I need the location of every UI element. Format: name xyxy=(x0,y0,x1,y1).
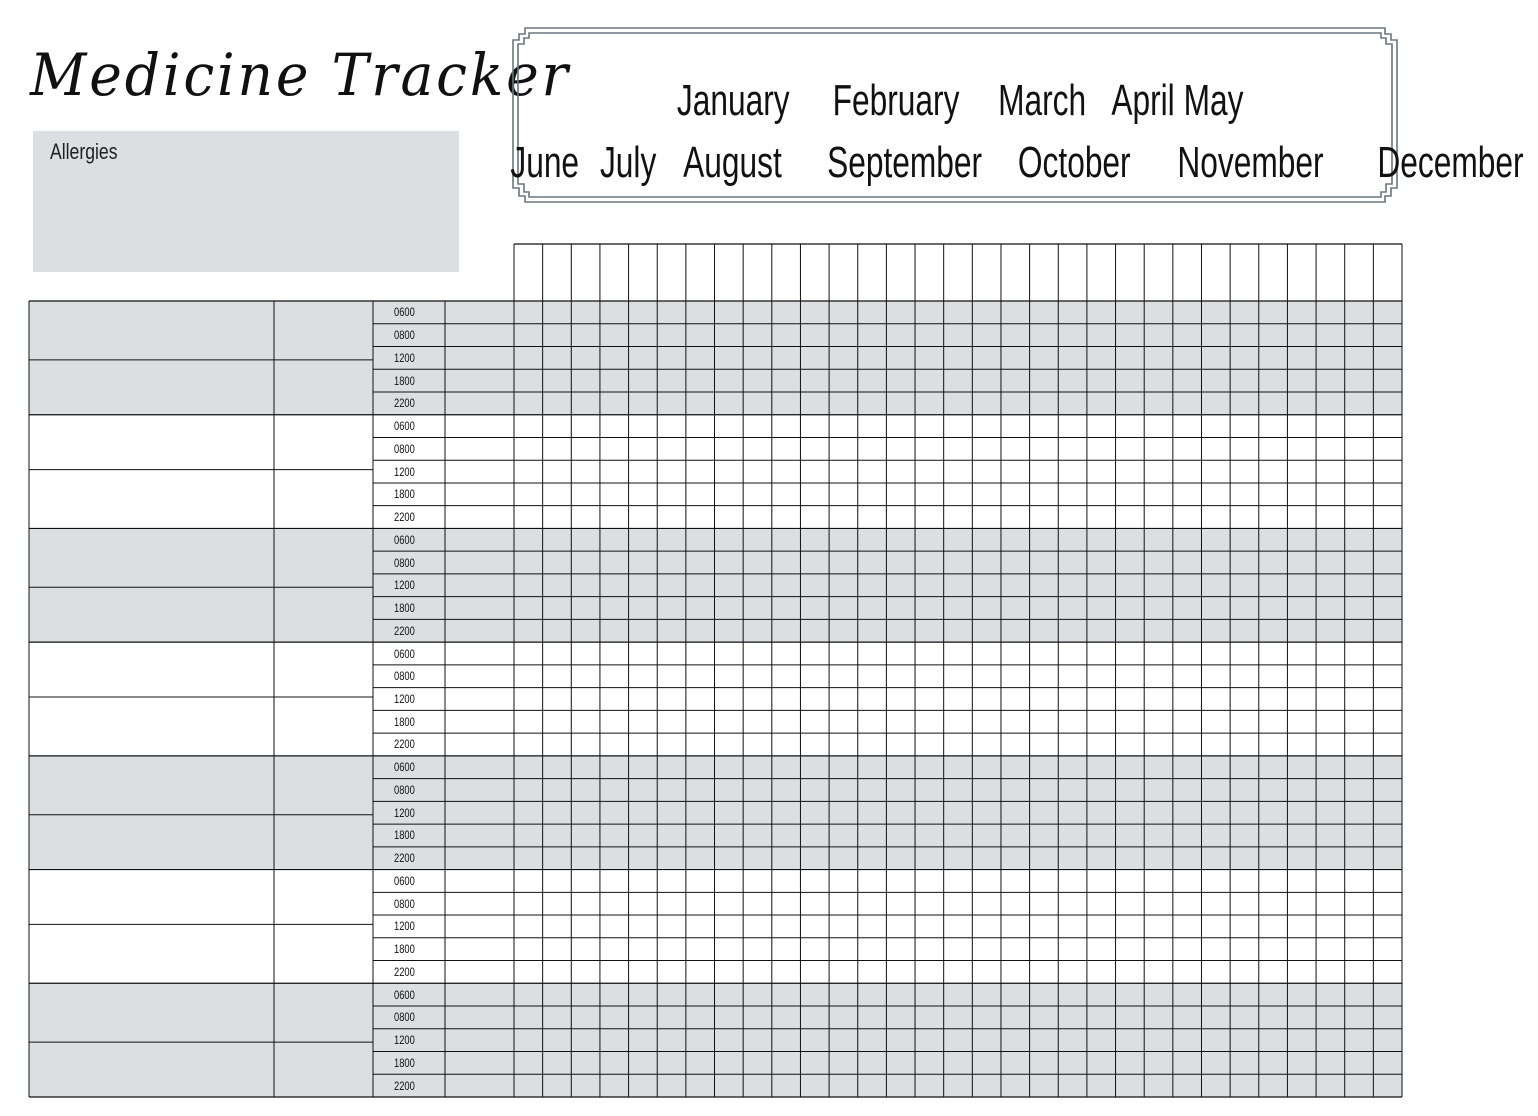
time-slot-label: 2200 xyxy=(394,1078,415,1093)
time-slot-label: 1200 xyxy=(394,578,415,593)
time-slot-label: 2200 xyxy=(394,396,415,411)
allergies-label: Allergies xyxy=(50,139,118,164)
time-slot-label: 1800 xyxy=(394,601,415,616)
time-slot-label: 1800 xyxy=(394,942,415,957)
month-may[interactable]: May xyxy=(1183,76,1244,125)
time-slot-label: 0600 xyxy=(394,760,415,775)
shaded-block xyxy=(29,983,1402,1097)
time-slot-label: 0800 xyxy=(394,669,415,684)
time-slot-label: 0600 xyxy=(394,532,415,547)
time-slot-label: 0800 xyxy=(394,441,415,456)
time-slot-label: 2200 xyxy=(394,737,415,752)
time-slot-label: 2200 xyxy=(394,964,415,979)
time-slot-label: 2200 xyxy=(394,510,415,525)
time-slot-label: 1800 xyxy=(394,828,415,843)
shaded-block xyxy=(29,301,1402,415)
month-december[interactable]: December xyxy=(1377,138,1524,187)
time-slot-label: 1200 xyxy=(394,805,415,820)
time-slot-label: 1800 xyxy=(394,1055,415,1070)
time-slot-label: 1800 xyxy=(394,714,415,729)
time-slot-label: 1200 xyxy=(394,464,415,479)
time-slot-label: 1200 xyxy=(394,1033,415,1048)
month-july[interactable]: July xyxy=(599,138,657,187)
time-slot-label: 1200 xyxy=(394,350,415,365)
time-slot-label: 2200 xyxy=(394,623,415,638)
shaded-block xyxy=(29,756,1402,870)
month-april[interactable]: April xyxy=(1111,76,1176,125)
time-slot-label: 1800 xyxy=(394,373,415,388)
month-august[interactable]: August xyxy=(682,138,782,187)
month-october[interactable]: October xyxy=(1018,138,1132,187)
month-november[interactable]: November xyxy=(1177,138,1325,187)
month-june[interactable]: June xyxy=(510,138,580,187)
time-slot-label: 0600 xyxy=(394,987,415,1002)
shaded-block xyxy=(29,528,1402,642)
time-slot-label: 0600 xyxy=(394,305,415,320)
time-slot-label: 1200 xyxy=(394,692,415,706)
time-slot-label: 1800 xyxy=(394,487,415,502)
month-february[interactable]: February xyxy=(832,76,960,125)
time-slot-label: 0600 xyxy=(394,419,415,434)
month-january[interactable]: January xyxy=(677,76,790,125)
time-slot-label: 0800 xyxy=(394,555,415,570)
time-slot-label: 0800 xyxy=(394,896,415,911)
page-title: Medicine Tracker xyxy=(30,41,571,109)
month-september[interactable]: September xyxy=(827,138,983,187)
time-slot-label: 1200 xyxy=(394,919,415,934)
time-slot-label: 0800 xyxy=(394,782,415,797)
time-slot-label: 0800 xyxy=(394,1010,415,1025)
time-slot-label: 0800 xyxy=(394,328,415,343)
month-march[interactable]: March xyxy=(997,76,1086,125)
time-slot-label: 0600 xyxy=(394,873,415,888)
time-slot-label: 0600 xyxy=(394,646,415,661)
time-slot-label: 2200 xyxy=(394,851,415,866)
